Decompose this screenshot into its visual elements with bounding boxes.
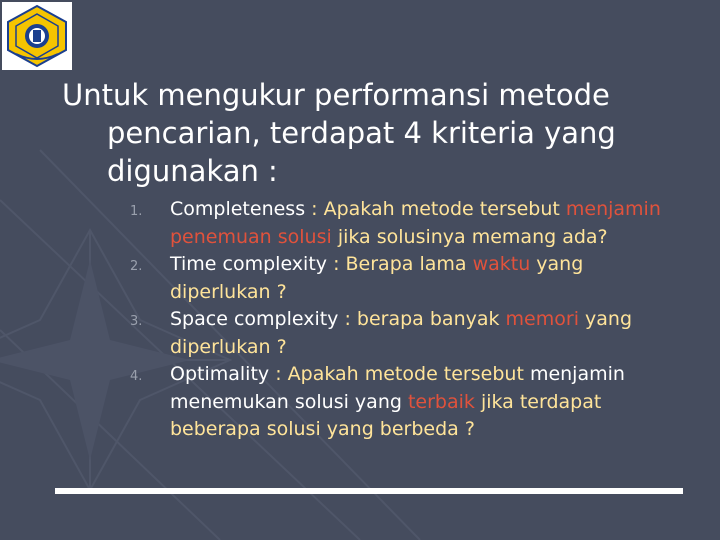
separator: : (338, 308, 357, 330)
list-item (130, 361, 670, 444)
emphasis-text: memori (505, 308, 579, 330)
criterion-text: yang diperlukan ? (170, 253, 584, 303)
emphasis-text: waktu (472, 253, 531, 275)
criterion-text: Apakah metode tersebut (323, 198, 566, 220)
university-logo (2, 2, 72, 70)
emphasis-text: terbaik (407, 390, 475, 413)
separator: : (269, 363, 288, 385)
separator: : (327, 253, 346, 275)
item-number: 4. (130, 369, 143, 384)
item-number: 2. (130, 259, 143, 274)
university-emblem-icon (2, 2, 72, 70)
criterion-term: Time complexity (170, 253, 328, 275)
criterion-text: Berapa lama (345, 253, 473, 275)
separator: : (305, 198, 324, 220)
criterion-text: jika solusinya memang ada? (331, 225, 608, 248)
criterion-text: menjamin menemukan solusi yang (170, 363, 625, 413)
list-item (130, 251, 670, 306)
criterion-term: Optimality (170, 363, 270, 385)
item-number: 1. (130, 204, 143, 219)
list-item (130, 196, 670, 251)
criteria-list (130, 196, 670, 444)
criterion-text: Apakah metode tersebut (287, 363, 530, 385)
criterion-term: Space complexity (170, 308, 339, 330)
list-item (130, 306, 670, 361)
intro-text: Untuk mengukur performansi metode pencarian, terdapat 4 kriteria yang digunakan : (62, 78, 616, 188)
item-number: 3. (130, 314, 143, 329)
emphasis-text: menjamin penemuan solusi (170, 198, 661, 248)
criterion-text: jika terdapat beberapa solusi yang berbeda ? (170, 390, 602, 440)
criterion-text: yang diperlukan ? (170, 308, 632, 358)
criterion-text: berapa banyak (356, 308, 506, 330)
criterion-term: Completeness (170, 198, 306, 220)
bottom-divider (55, 488, 683, 494)
